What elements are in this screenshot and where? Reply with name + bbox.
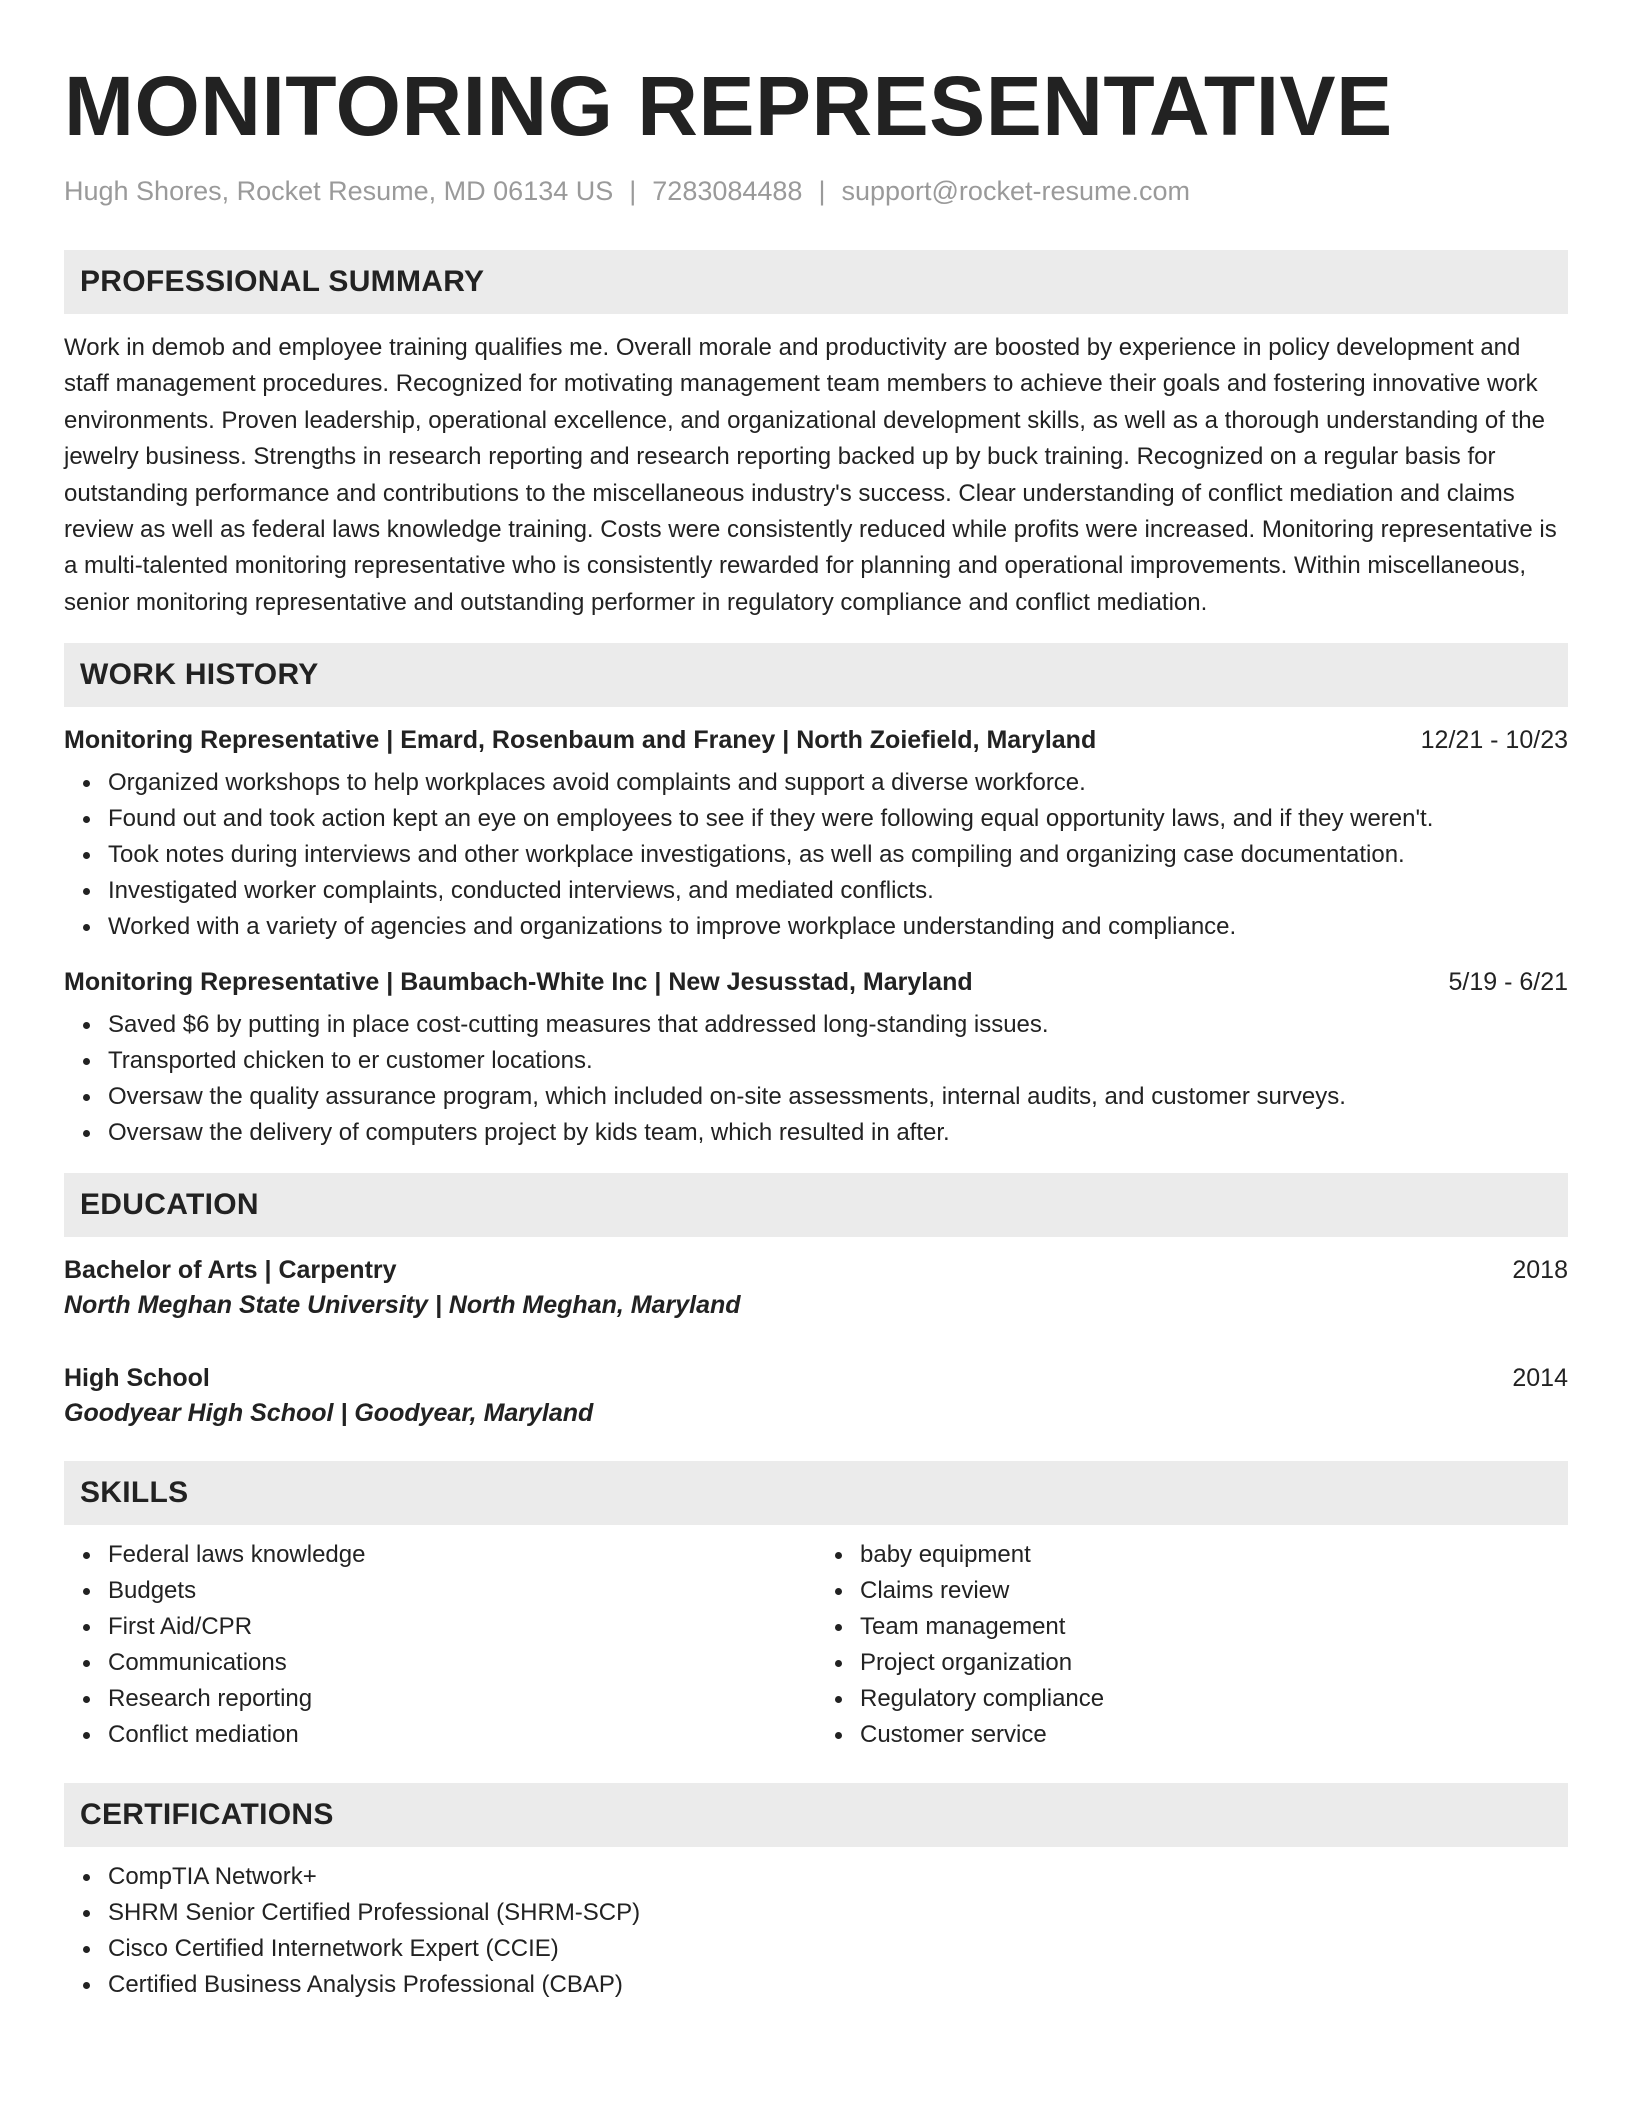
list-item: Customer service: [860, 1717, 1568, 1753]
list-item: Conflict mediation: [108, 1717, 816, 1753]
list-item: First Aid/CPR: [108, 1609, 816, 1645]
list-item: Oversaw the quality assurance program, which included on-site assessments, internal audits, and customer surveys.: [108, 1079, 1568, 1115]
job-dates: 12/21 - 10/23: [1420, 726, 1568, 755]
contact-phone: 7283084488: [652, 176, 803, 206]
certifications-section-header: CERTIFICATIONS: [64, 1783, 1568, 1847]
list-item: Budgets: [108, 1573, 816, 1609]
contact-email: support@rocket-resume.com: [841, 176, 1190, 206]
list-item: baby equipment: [860, 1537, 1568, 1573]
list-item: Saved $6 by putting in place cost-cutting measures that addressed long-standing issues.: [108, 1007, 1568, 1043]
job-heading-row: [64, 965, 1568, 999]
job-bullets: [64, 1007, 1568, 1151]
list-item: Certified Business Analysis Professional (CBAP): [108, 1967, 1568, 2003]
list-item: Research reporting: [108, 1681, 816, 1717]
list-item: Project organization: [860, 1645, 1568, 1681]
skills-grid: [64, 1525, 1568, 1753]
education-year: 2018: [1512, 1256, 1568, 1285]
list-item: Oversaw the delivery of computers project by kids team, which resulted in after.: [108, 1115, 1568, 1151]
contact-separator: |: [818, 176, 826, 206]
education-school: Goodyear High School | Goodyear, Maryland: [64, 1399, 594, 1428]
list-item: Federal laws knowledge: [108, 1537, 816, 1573]
job-entry: [64, 965, 1568, 1151]
education-heading-row: [64, 1253, 1568, 1287]
education-section-header: EDUCATION: [64, 1173, 1568, 1237]
list-item: SHRM Senior Certified Professional (SHRM-SCP): [108, 1895, 1568, 1931]
list-item: Took notes during interviews and other workplace investigations, as well as compiling and organizing case documentation.: [108, 837, 1568, 873]
list-item: Claims review: [860, 1573, 1568, 1609]
work-history-section-header: WORK HISTORY: [64, 643, 1568, 707]
education-entry: [64, 1253, 1568, 1323]
contact-separator: |: [629, 176, 637, 206]
skills-list-right: [816, 1537, 1568, 1753]
list-item: Transported chicken to er customer locations.: [108, 1043, 1568, 1079]
summary-text: Work in demob and employee training qualifies me. Overall morale and productivity are boosted by experience in policy development and staff management procedures. Recognized for motivating management team members to achieve their goals and fostering innovative work environments. Proven leadership, operational excellence, and organizational development skills, as well as a thorough understanding of the jewelry business. Strengths in research reporting and research reporting backed up by buck training. Recognized on a regular basis for outstanding performance and contributions to the miscellaneous industry's success. Clear understanding of conflict mediation and claims review as well as federal laws knowledge training. Costs were consistently reduced while profits were increased. Monitoring representative is a multi-talented monitoring representative who is consistently rewarded for planning and operational improvements. Within miscellaneous, senior monitoring representative and outstanding performer in regulatory compliance and conflict mediation.: [64, 334, 1557, 616]
education-degree: Bachelor of Arts | Carpentry: [64, 1256, 397, 1285]
contact-line: [64, 174, 1568, 208]
job-heading-row: [64, 723, 1568, 757]
list-item: Regulatory compliance: [860, 1681, 1568, 1717]
skills-section-header: SKILLS: [64, 1461, 1568, 1525]
list-item: Investigated worker complaints, conducted interviews, and mediated conflicts.: [108, 873, 1568, 909]
education-school: North Meghan State University | North Meghan, Maryland: [64, 1291, 741, 1320]
certifications-list: [64, 1859, 1568, 2003]
skills-list-left: [64, 1537, 816, 1753]
list-item: Cisco Certified Internetwork Expert (CCIE): [108, 1931, 1568, 1967]
contact-address: Hugh Shores, Rocket Resume, MD 06134 US: [64, 176, 614, 206]
education-year: 2014: [1512, 1364, 1568, 1393]
list-item: CompTIA Network+: [108, 1859, 1568, 1895]
list-item: Communications: [108, 1645, 816, 1681]
job-bullets: [64, 765, 1568, 945]
candidate-title: MONITORING REPRESENTATIVE: [64, 59, 1393, 153]
job-heading: Monitoring Representative | Emard, Rosenbaum and Franey | North Zoiefield, Maryland: [64, 726, 1097, 755]
job-heading: Monitoring Representative | Baumbach-White Inc | New Jesusstad, Maryland: [64, 968, 973, 997]
job-entry: [64, 723, 1568, 945]
list-item: Organized workshops to help workplaces avoid complaints and support a diverse workforce.: [108, 765, 1568, 801]
education-entry: [64, 1361, 1568, 1431]
list-item: Found out and took action kept an eye on employees to see if they were following equal opportunity laws, and if they weren't.: [108, 801, 1568, 837]
summary-section-header: PROFESSIONAL SUMMARY: [64, 250, 1568, 314]
list-item: Worked with a variety of agencies and organizations to improve workplace understanding and compliance.: [108, 909, 1568, 945]
job-dates: 5/19 - 6/21: [1448, 968, 1568, 997]
education-degree: High School: [64, 1364, 210, 1393]
list-item: Team management: [860, 1609, 1568, 1645]
education-heading-row: [64, 1361, 1568, 1395]
